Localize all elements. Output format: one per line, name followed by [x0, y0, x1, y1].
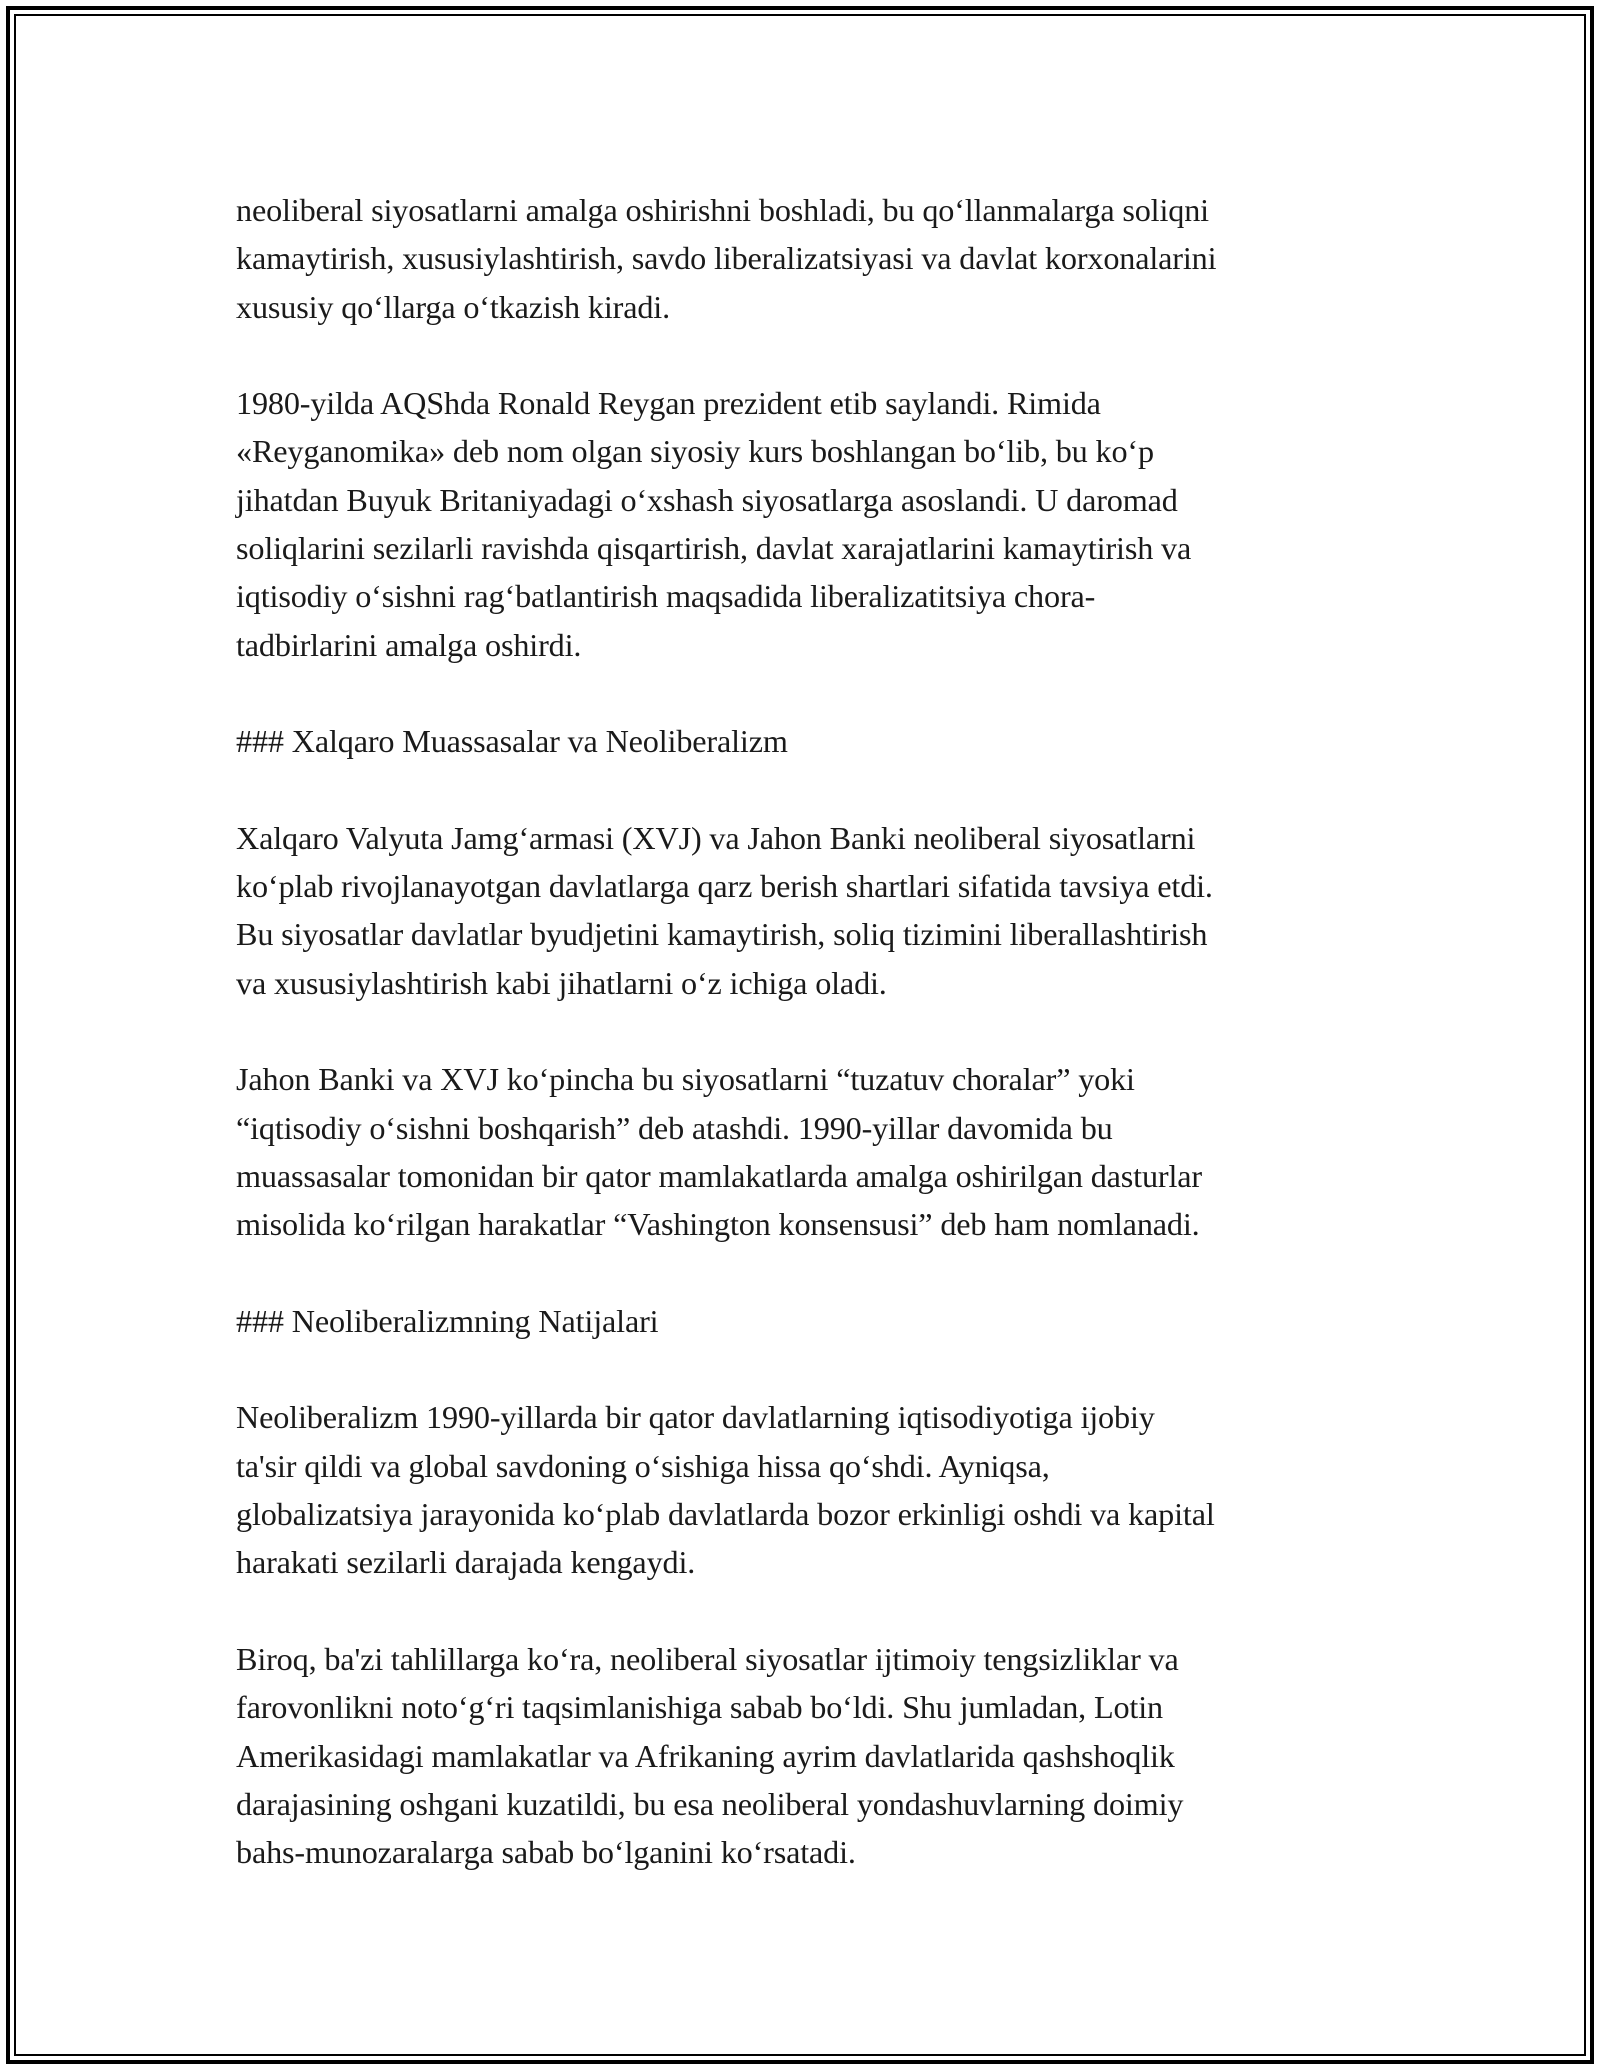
paragraph-positive-effects: Neoliberalizm 1990-yillarda bir qator davlatlarning iqtisodiyotiga ijobiy ta'sir qildi va global savdoning o‘sishiga hissa qo‘shdi. Ayniqsa, globalizatsiya jarayonida ko‘plab davlatlarda bozor erkinligi oshdi va kapital harakati sezilarli darajada kengaydi.: [236, 1399, 1215, 1581]
paragraph-imf-world-bank: Xalqaro Valyuta Jamg‘armasi (XVJ) va Jahon Banki neoliberal siyosatlarni ko‘plab rivojlanayotgan davlatlarga qarz berish shartlari sifatida tavsiya etdi. Bu siyosatlar davlatlar byudjetini kamaytirish, soliq tizimini liberallashtirish va xususiylashtirish kabi jihatlarni o‘z ichiga oladi.: [236, 819, 1213, 1001]
paragraph-policies-intro: neoliberal siyosatlarni amalga oshirishni boshladi, bu qo‘llanmalarga soliqni kamaytirish, xususiylashtirish, savdo liberalizatsiyasi va davlat korxonalarini xususiy qo‘llarga o‘tkazish kiradi.: [236, 192, 1217, 325]
paragraph-criticism: Biroq, ba'zi tahlillarga ko‘ra, neoliberal siyosatlar ijtimoiy tengsizliklar va farovonlikni noto‘g‘ri taqsimlanishiga sabab bo‘ldi. Shu jumladan, Lotin Amerikasidagi mamlakatlar va Afrikaning ayrim davlatlarida qashshoqlik darajasining oshgani kuzatildi, bu esa neoliberal yondashuvlarning doimiy bahs-munozaralarga sabab bo‘lganini ko‘rsatadi.: [236, 1640, 1184, 1871]
heading-results: ### Neoliberalizmning Natijalari: [236, 1302, 659, 1339]
paragraph-reaganomics: 1980-yilda AQShda Ronald Reygan prezident etib saylandi. Rimida «Reyganomika» deb nom olgan siyosiy kurs boshlangan bo‘lib, bu ko‘p jihatdan Buyuk Britaniyadagi o‘xshash siyosatlarga asoslandi. U daromad soliqlarini sezilarli ravishda qisqartirish, davlat xarajatlarini kamaytirish va iqtisodiy o‘sishni rag‘batlantirish maqsadida liberalizatitsiya chora- tadbirlarini amalga oshirdi.: [236, 385, 1192, 663]
paragraph-washington-consensus: Jahon Banki va XVJ ko‘pincha bu siyosatlarni “tuzatuv choralar” yoki “iqtisodiy o‘sishni boshqarish” deb atashdi. 1990-yillar davomida bu muassasalar tomonidan bir qator mamlakatlarda amalga oshirilgan dasturlar misolida ko‘rilgan harakatlar “Vashington konsensusi” deb ham nomlanadi.: [236, 1061, 1202, 1243]
heading-international-institutions: ### Xalqaro Muassasalar va Neoliberalizm: [236, 723, 788, 760]
document-body: [236, 186, 1396, 1876]
